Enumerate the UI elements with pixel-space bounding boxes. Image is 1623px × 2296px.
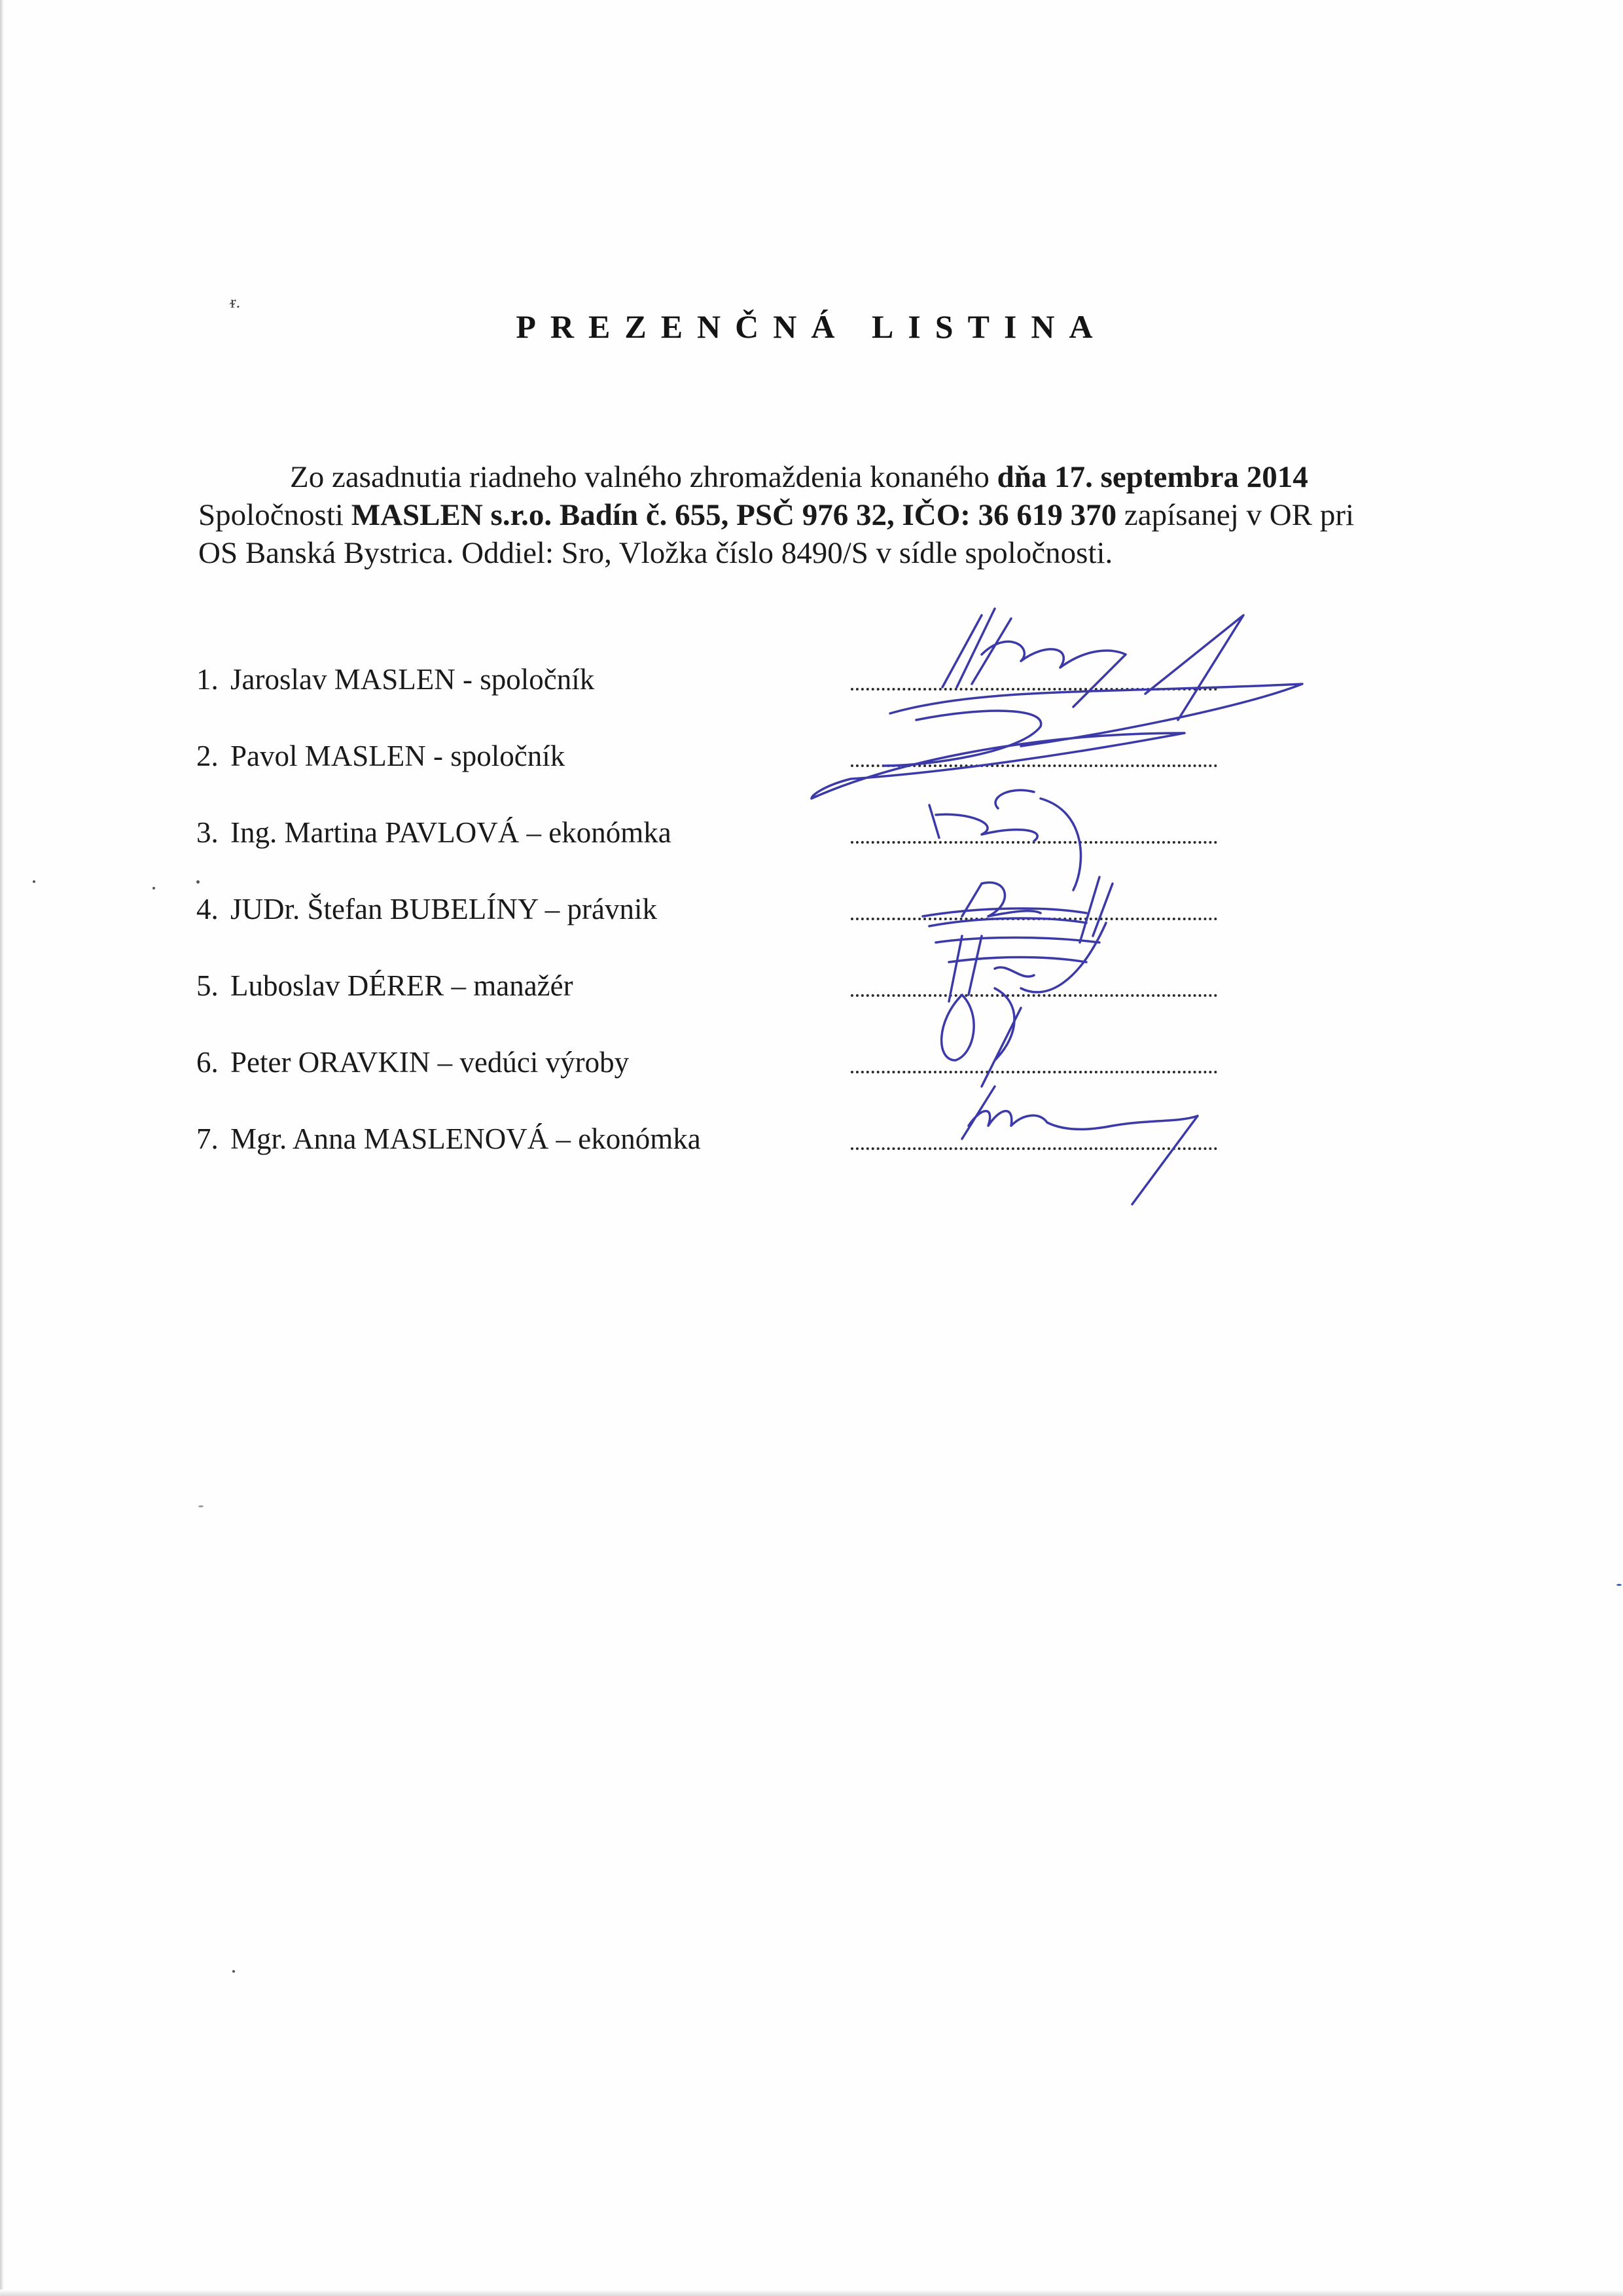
- signature-line: [851, 915, 1217, 920]
- attendee-number: 6.: [196, 1046, 219, 1079]
- attendee-name: JUDr. Štefan BUBELÍNY – právnik: [230, 893, 657, 925]
- intro-line-2-text-a: Spoločnosti: [198, 498, 351, 532]
- page-title: PREZENČNÁ LISTINA: [516, 308, 1107, 345]
- corner-mark: ᵲ.: [230, 293, 241, 312]
- list-item: [196, 886, 1243, 963]
- list-item: [196, 1116, 1243, 1193]
- scan-speck: [196, 880, 200, 884]
- attendee-list: [196, 656, 1243, 1193]
- signature-line: [851, 1145, 1217, 1150]
- attendee-name: Luboslav DÉRER – manažér: [230, 969, 573, 1002]
- intro-line-1: [198, 458, 1429, 496]
- signature-line: [851, 838, 1217, 844]
- list-item: [196, 733, 1243, 810]
- attendee-number: 3.: [196, 816, 219, 849]
- signature-line: [851, 685, 1217, 691]
- attendee-name: Jaroslav MASLEN - spoločník: [230, 663, 595, 696]
- scan-speck: [232, 1970, 235, 1973]
- attendee-number: 5.: [196, 969, 219, 1002]
- list-item: [196, 1039, 1243, 1116]
- attendee-name: Peter ORAVKIN – vedúci výroby: [230, 1046, 630, 1079]
- list-item: [196, 656, 1243, 733]
- intro-line-1-text: Zo zasadnutia riadneho valného zhromaždenia konaného: [290, 460, 997, 494]
- intro-paragraph: [198, 458, 1429, 572]
- scan-speck: [33, 880, 35, 883]
- scan-speck: [152, 887, 155, 889]
- intro-line-2: [198, 496, 1429, 534]
- scan-speck: [1616, 1584, 1622, 1586]
- attendee-name: Mgr. Anna MASLENOVÁ – ekonómka: [230, 1122, 701, 1155]
- intro-line-2-text-b: zapísanej v OR pri: [1116, 498, 1355, 532]
- signature-line: [851, 992, 1217, 997]
- meeting-date: dňa 17. septembra 2014: [997, 460, 1308, 494]
- intro-line-3: OS Banská Bystrica. Oddiel: Sro, Vložka číslo 8490/S v sídle spoločnosti.: [198, 536, 1113, 570]
- attendee-number: 2.: [196, 740, 219, 772]
- company-details: MASLEN s.r.o. Badín č. 655, PSČ 976 32, IČO: 36 619 370: [351, 498, 1117, 532]
- signature-line: [851, 762, 1217, 767]
- attendee-number: 7.: [196, 1122, 219, 1155]
- list-item: [196, 963, 1243, 1039]
- signature-line: [851, 1068, 1217, 1073]
- list-item: [196, 810, 1243, 886]
- attendee-number: 4.: [196, 893, 219, 925]
- attendee-name: Ing. Martina PAVLOVÁ – ekonómka: [230, 816, 671, 849]
- scan-speck: [198, 1505, 204, 1507]
- attendee-number: 1.: [196, 663, 219, 696]
- attendee-name: Pavol MASLEN - spoločník: [230, 740, 565, 772]
- scan-edge-bottom: [0, 2289, 1623, 2296]
